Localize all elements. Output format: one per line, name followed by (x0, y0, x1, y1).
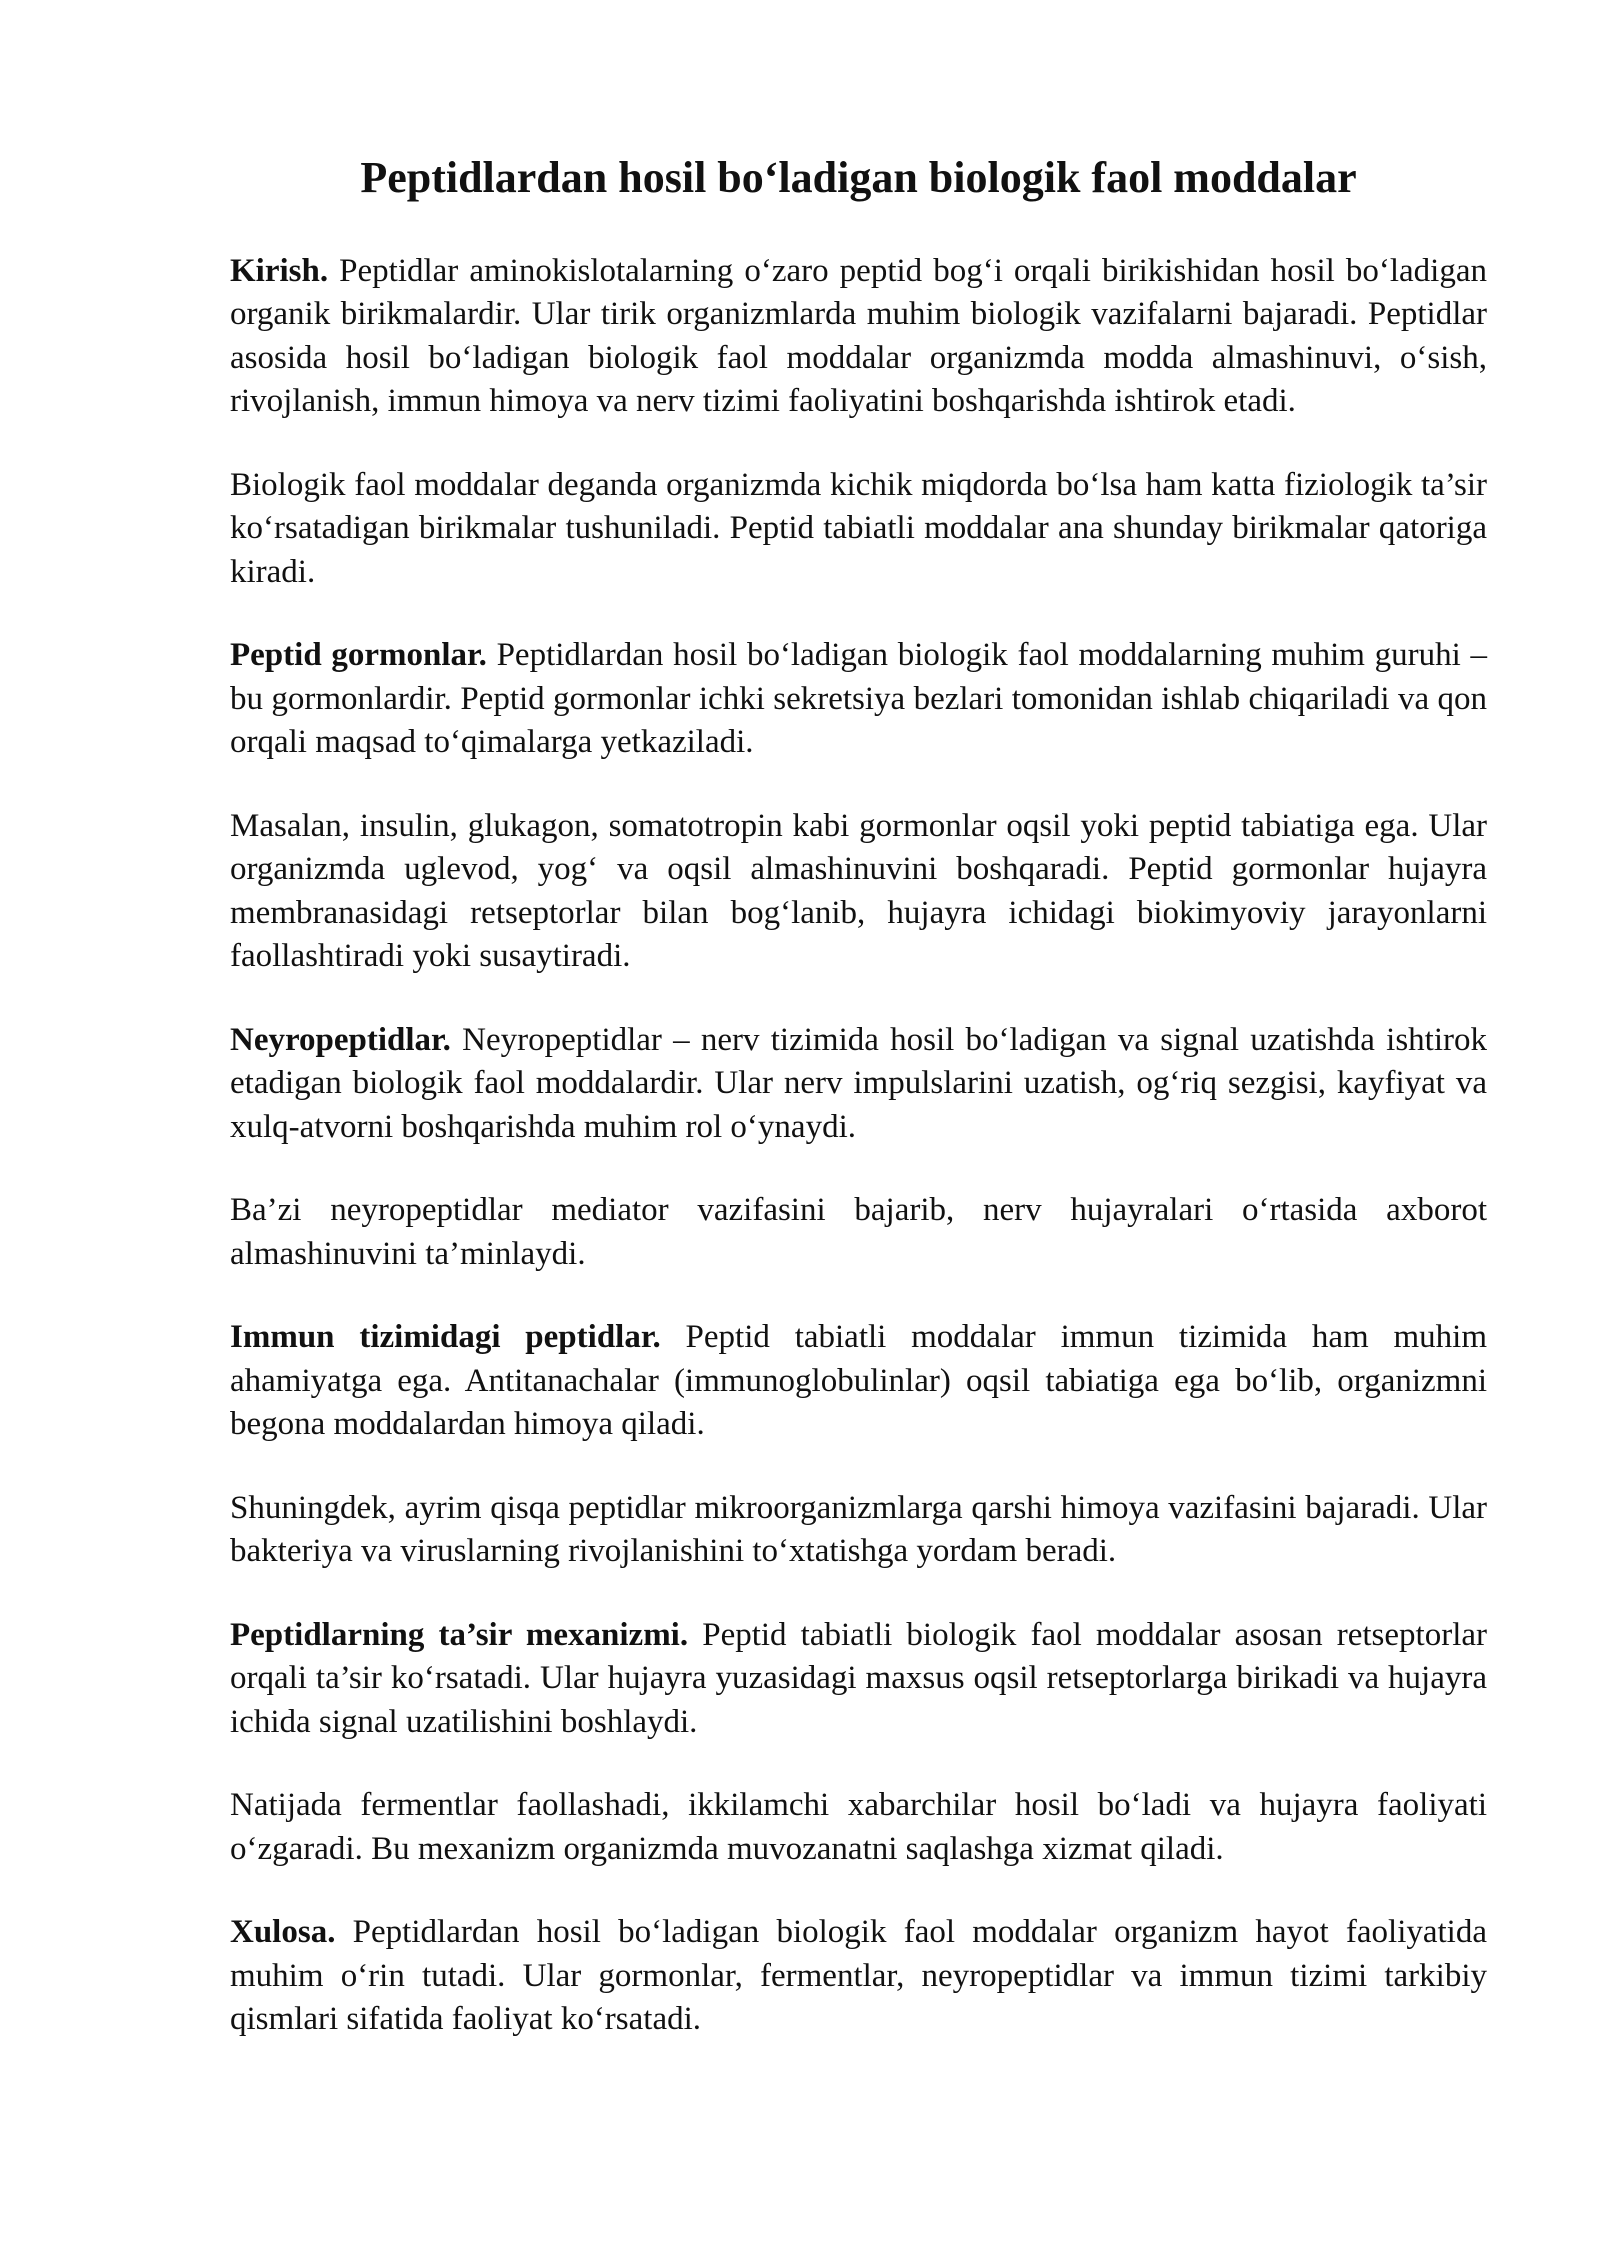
paragraph-tasir-mexanizmi (230, 1614, 1487, 1745)
paragraph-peptid-gormonlar (230, 634, 1487, 765)
paragraph-qisqa-peptidlar (230, 1487, 1487, 1574)
paragraph-text: Ba’zi neyropeptidlar mediator vazifasini bajarib, nerv hujayralari o‘rtasida axborot almashinuvini ta’minlaydi. (230, 1192, 1487, 1272)
paragraph-heading: Peptidlarning ta’sir mexanizmi. (230, 1616, 689, 1653)
paragraph-neyropeptidlar (230, 1019, 1487, 1150)
paragraph-masalan (230, 805, 1487, 979)
paragraph-text: Masalan, insulin, glukagon, somatotropin kabi gormonlar oqsil yoki peptid tabiatiga ega. Ular organizmda uglevod, yog‘ va oqsil almashinuvini boshqaradi. Peptid gormonlar hujayra membranasidagi retseptorlar bilan bog‘lanib, hujayra ichidagi biokimyoviy jarayonlarni faollashtiradi yoki susaytiradi. (230, 807, 1487, 975)
paragraph-biologik-faol (230, 464, 1487, 595)
paragraph-text: Neyropeptidlar – nerv tizimida hosil bo‘ladigan va signal uzatishda ishtirok etadigan biologik faol moddalardir. Ular nerv impulslarini uzatish, og‘riq sezgisi, kayfiyat va xulq-atvorni boshqarishda muhim rol o‘ynaydi. (230, 1021, 1487, 1145)
paragraph-heading: Peptid gormonlar. (230, 637, 487, 674)
paragraph-xulosa (230, 1911, 1487, 2042)
paragraph-text: Peptidlardan hosil bo‘ladigan biologik faol moddalar organizm hayot faoliyatida muhim o‘rin tutadi. Ular gormonlar, fermentlar, neyropeptidlar va immun tizimi tarkibiy qismlari sifatida faoliyat ko‘rsatadi. (230, 1914, 1487, 2038)
paragraph-text: Peptid tabiatli biologik faol moddalar asosan retseptorlar orqali ta’sir ko‘rsatadi. Ular hujayra yuzasidagi maxsus oqsil retseptorlarga birikadi va hujayra ichida signal uzatilishini boshlaydi. (230, 1616, 1488, 1740)
paragraph-text: Biologik faol moddalar deganda organizmda kichik miqdorda bo‘lsa ham katta fiziologik ta’sir ko‘rsatadigan birikmalar tushuniladi. Peptid tabiatli moddalar ana shunday birikmalar qatoriga kiradi. (230, 466, 1487, 590)
paragraph-heading: Xulosa. (230, 1914, 336, 1951)
paragraph-text: Peptid tabiatli moddalar immun tizimida ham muhim ahamiyatga ega. Antitanachalar (immunoglobulinlar) oqsil tabiatiga ega bo‘lib, organizmni begona moddalardan himoya qiladi. (230, 1319, 1487, 1443)
paragraph-heading: Immun tizimidagi peptidlar. (230, 1319, 661, 1356)
paragraph-mediator (230, 1189, 1487, 1276)
paragraph-text: Shuningdek, ayrim qisqa peptidlar mikroorganizmlarga qarshi himoya vazifasini bajaradi. Ular bakteriya va viruslarning rivojlanishini to‘xtatishga yordam beradi. (230, 1489, 1487, 1570)
paragraph-kirish (230, 250, 1487, 424)
paragraph-natijada (230, 1784, 1487, 1871)
paragraph-text: Natijada fermentlar faollashadi, ikkilamchi xabarchilar hosil bo‘ladi va hujayra faoliyati o‘zgaradi. Bu mexanizm organizmda muvozanatni saqlashga xizmat qiladi. (230, 1787, 1487, 1867)
paragraph-heading: Neyropeptidlar. (230, 1021, 451, 1058)
paragraph-text: Peptidlar aminokislotalarning o‘zaro peptid bog‘i orqali birikishidan hosil bo‘ladigan organik birikmalardir. Ular tirik organizmlarda muhim biologik vazifalarni bajaradi. Peptidlar asosida hosil bo‘ladigan biologik faol moddalar organizmda modda almashinuvi, o‘sish, rivojlanish, immun himoya va nerv tizimi faoliyatini boshqarishda ishtirok etadi. (230, 252, 1487, 420)
paragraph-immun-tizimi (230, 1316, 1487, 1447)
document-title: Peptidlardan hosil bo‘ladigan biologik faol moddalar (360, 153, 1357, 202)
paragraph-heading: Kirish. (230, 252, 329, 289)
paragraph-text: Peptidlardan hosil bo‘ladigan biologik faol moddalarning muhim guruhi – bu gormonlardir. Peptid gormonlar ichki sekretsiya bezlari tomonidan ishlab chiqariladi va qon orqali maqsad to‘qimalarga yetkaziladi. (230, 637, 1487, 761)
